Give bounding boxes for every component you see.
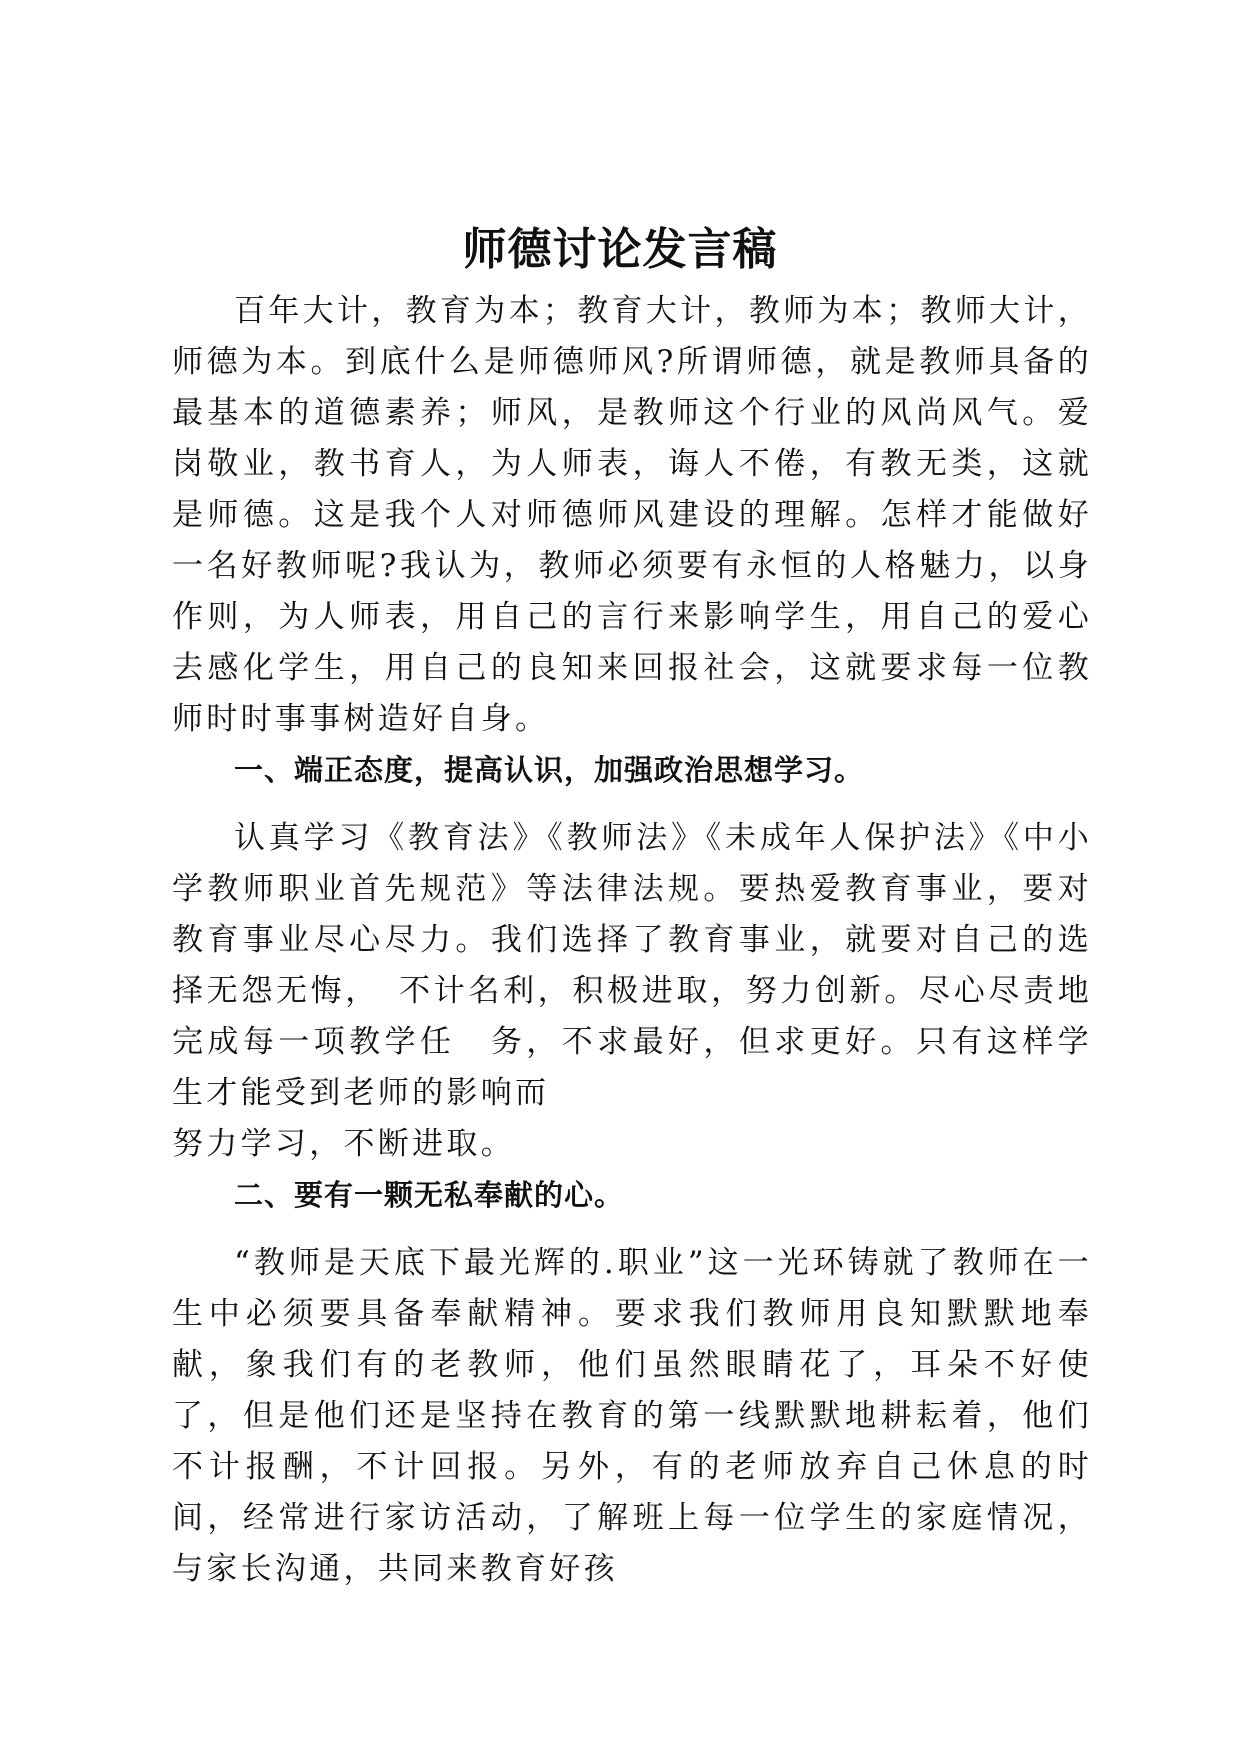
document-title: 师德讨论发言稿 [462,224,778,275]
section-2-paragraph: “教师是天底下最光辉的.职业”这一光环铸就了教师在一生中必须要具备奉献精神。要求我们教师用良知默默地奉献，象我们有的老教师，他们虽然眼睛花了，耳朵不好使了，但是他们还是坚持在教育的第一线默默地耕耘着，他们不计报酬，不计回报。另外，有的老师放弃自己休息的时间，经常进行家访活动，了解班上每一位学生的家庭情况，与家长沟通，共同来教育好孩 [172,1245,1092,1587]
intro-paragraph: 百年大计，教育为本；教育大计，教师为本；教师大计，师德为本。到底什么是师德师风?所谓师德，就是教师具备的最基本的道德素养；师风，是教师这个行业的风尚风气。爱岗敬业，教书育人，为人师表，诲人不倦，有教无类，这就是师德。这是我个人对师德师风建设的理解。怎样才能做好一名好教师呢?我认为，教师必须要有永恒的人格魅力，以身作则，为人师表，用自己的言行来影响学生，用自己的爱心去感化学生，用自己的良知来回报社会，这就要求每一位教师时时事事树造好自身。 [172,293,1092,737]
section-heading-2: 二、要有一颗无私奉献的心。 [234,1178,625,1212]
document-body [172,286,1092,1595]
section-1-paragraph: 认真学习《教育法》《教师法》《未成年人保护法》《中小学教师职业首先规范》等法律法规。要热爱教育事业，要对教育事业尽心尽力。我们选择了教育事业，就要对自己的选择无怨无悔， 不计名利，积极进取，努力创新。尽心尽责地完成每一项教学任 务，不求最好，但求更好。只有这样学生才能受到老师的影响而 [172,820,1092,1111]
section-heading-1: 一、端正态度，提高认识，加强政治思想学习。 [234,753,865,787]
section-1-paragraph-continuation: 努力学习，不断进取。 [172,1126,515,1162]
